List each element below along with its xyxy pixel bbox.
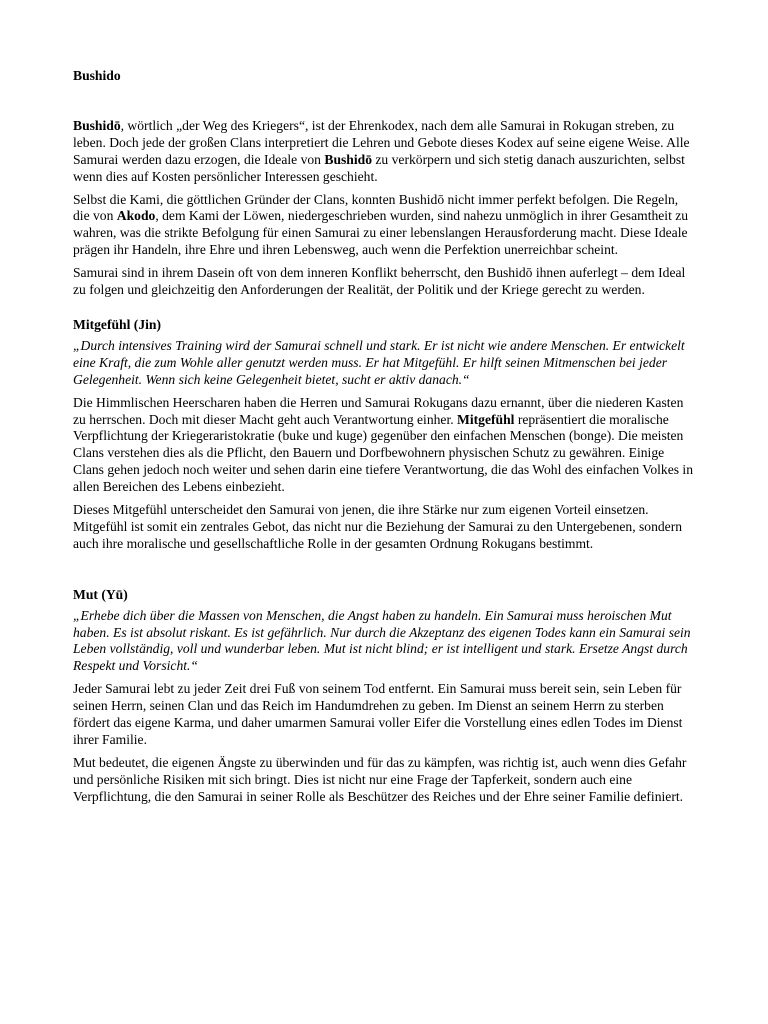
jin-quote: „Durch intensives Training wird der Samurai schnell und stark. Er ist nicht wie andere Menschen. Er entwickelt eine Kraft, die zum Wohle aller genutzt werden muss. Er hat Mitgefühl. Er hilft seinen Mitmenschen bei jeder Gelegenheit. Wenn sich keine Gelegenheit bietet, sucht er aktiv danach.“ [73, 337, 685, 387]
bold-term: Bushidō [324, 151, 372, 167]
yu-quote: „Erhebe dich über die Massen von Menschen, die Angst haben zu handeln. Ein Samurai muss heroischen Mut haben. Es ist absolut riskant. Es ist gefährlich. Nur durch die Akzeptanz des eigenen Todes kann ein Samurai sein Leben vollständig, voll und wunderbar leben. Mut ist nicht blind; er ist intelligent und stark. Ersetze Angst durch Respekt und Vorsicht.“ [73, 607, 691, 674]
bold-term: Akodo [116, 208, 156, 224]
intro-paragraph-2: Selbst die Kami, die göttlichen Gründer der Clans, konnten Bushidō nicht immer perfekt befolgen. Die Regeln, die von Akodo, dem Kami der Löwen, niedergeschrieben wurden, sind nahezu unmöglich in ihrer Gesamtheit zu wahren, was die strikte Befolgung für einen Samurai zu einer lebenslangen Herausforderung macht. Diese Ideale prägen ihr Handeln, ihre Ehre und ihren Lebensweg, auch wenn die Perfektion unerreichbar scheint. [73, 191, 689, 258]
intro-paragraph-3: Samurai sind in ihrem Dasein oft von dem inneren Konflikt beherrscht, den Bushidō ihnen auferlegt – dem Ideal zu folgen und gleichzeitig den Anforderungen der Realität, der Politik und der Kriege gerecht zu werden. [73, 265, 686, 298]
jin-paragraph-1: Die Himmlischen Heerscharen haben die Herren und Samurai Rokugans dazu ernannt, über die niederen Kasten zu herrschen. Doch mit dieser Macht geht auch Verantwortung einher. Mitgefühl repräsentiert die moralische Verpflichtung der Kriegeraristokratie (buke und kuge) gegenüber den einfachen Menschen (bonge). Die meisten Clans verstehen dies als die Pflicht, den Bauern und Dorfbewohnern physischen Schutz zu gewähren. Einige Clans gehen jedoch noch weiter und sehen darin eine tiefere Verantwortung, die das Wohl des einfachen Volkes in allen Bereichen des Lebens einbezieht. [73, 394, 694, 495]
document-title: Bushido [73, 68, 121, 83]
intro-paragraph-1: Bushidō, wörtlich „der Weg des Kriegers“, ist der Ehrenkodex, nach dem alle Samurai in Rokugan streben, zu leben. Doch jede der großen Clans interpretiert die Lehren und Gebote dieses Kodex auf seine eigene Weise. Alle Samurai werden dazu erzogen, die Ideale von Bushidō zu verkörpern und sich stetig danach auszurichten, selbst wenn dies auf Kosten persönlicher Interessen geschieht. [73, 117, 690, 184]
yu-paragraph-1: Jeder Samurai lebt zu jeder Zeit drei Fuß von seinem Tod entfernt. Ein Samurai muss bereit sein, sein Leben für seinen Herrn, seinen Clan und das Reich im Handumdrehen zu geben. Im Dienst an seinem Herrn zu sterben fördert das eigene Karma, und daher umarmen Samurai voller Eifer die Vorstellung eines edlen Todes im Dienst ihrer Familie. [73, 681, 683, 747]
section-heading-jin: Mitgefühl (Jin) [73, 316, 161, 332]
yu-paragraph-2: Mut bedeutet, die eigenen Ängste zu überwinden und für das zu kämpfen, was richtig ist, auch wenn dies Gefahr und persönliche Risiken mit sich bringt. Dies ist nicht nur eine Frage der Tapferkeit, sondern auch eine Verpflichtung, die den Samurai in seiner Rolle als Beschützer des Reiches und der Ehre seiner Familie definiert. [73, 754, 687, 804]
bold-term: Bushidō [73, 117, 121, 133]
document-page [73, 68, 698, 812]
jin-paragraph-2: Dieses Mitgefühl unterscheidet den Samurai von jenen, die ihre Stärke nur zum eigenen Vorteil einsetzen. Mitgefühl ist somit ein zentrales Gebot, das nicht nur die Beziehung der Samurai zu den Untergebenen, sondern auch ihre moralische und gesellschaftliche Rolle in der gesamten Ordnung Rokugans bestimmt. [73, 502, 683, 551]
bold-term: Mitgefühl [457, 411, 515, 427]
section-heading-yu: Mut (Yū) [73, 586, 128, 602]
